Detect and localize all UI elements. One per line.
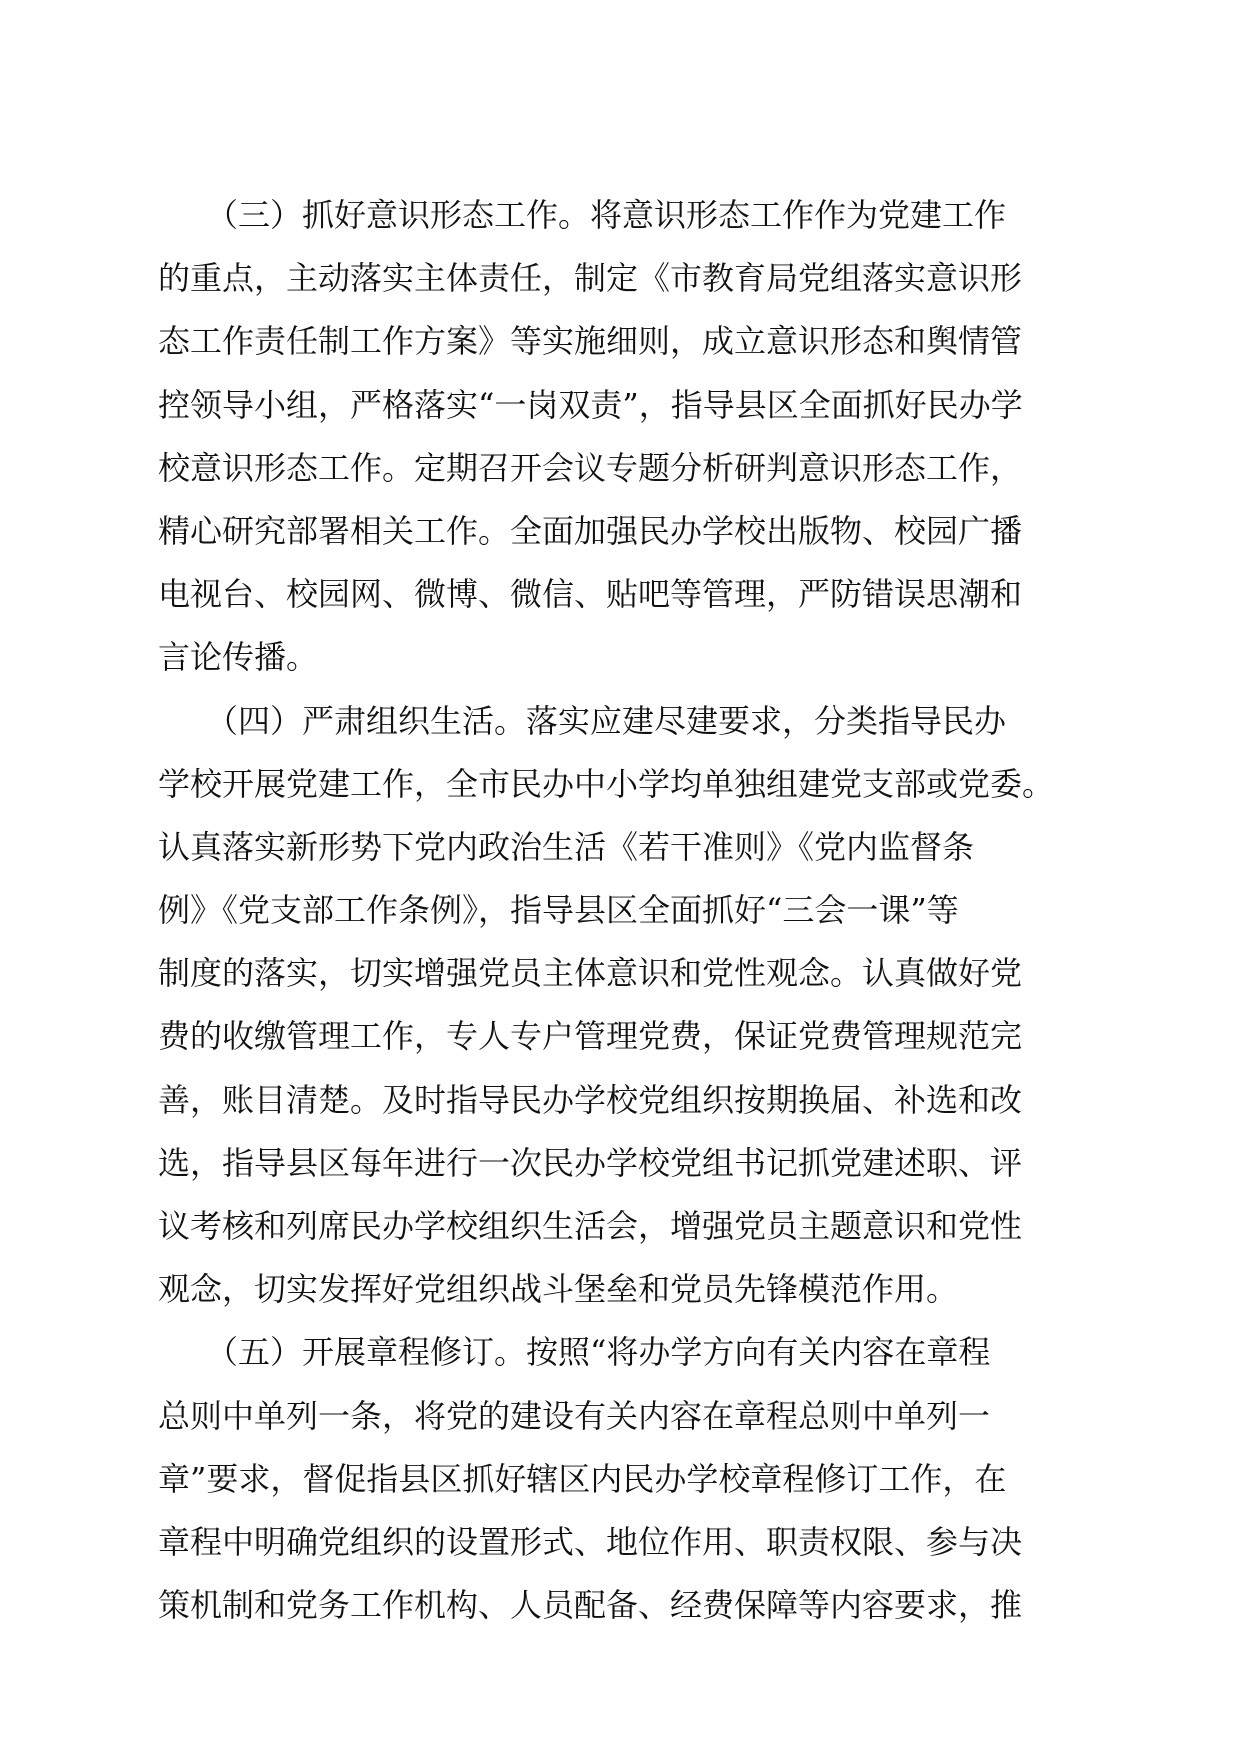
text-line: 言论传播。	[158, 638, 319, 677]
text-line: （三）抓好意识形态工作。将意识形态工作作为党建工作	[158, 196, 1007, 234]
text-line: 精心研究部署相关工作。全面加强民办学校出版物、校园广播	[158, 511, 1023, 550]
text-line: 电视台、校园网、微博、微信、贴吧等管理，严防错误思潮和	[158, 575, 1023, 614]
text-line: 学校开展党建工作，全市民办中小学均单独组建党支部或党委。	[158, 764, 1055, 803]
text-line: 观念，切实发挥好党组织战斗堡垒和党员先锋模范作用。	[158, 1270, 959, 1309]
text-line: （四）严肃组织生活。落实应建尽建要求，分类指导民办	[158, 701, 1007, 740]
text-line: 例》《党支部工作条例》，指导县区全面抓好“三会一课”等	[158, 891, 959, 930]
body-text	[158, 184, 1058, 1637]
text-line: 策机制和党务工作机构、人员配备、经费保障等内容要求，推	[158, 1586, 1023, 1625]
text-line: 态工作责任制工作方案》等实施细则，成立意识形态和舆情管	[158, 322, 1023, 361]
text-line: 章”要求，督促指县区抓好辖区内民办学校章程修订工作，在	[158, 1459, 1007, 1498]
text-line: 控领导小组，严格落实“一岗双责”，指导县区全面抓好民办学	[158, 385, 1023, 424]
text-line: （五）开展章程修订。按照“将办学方向有关内容在章程	[158, 1333, 991, 1372]
text-line: 章程中明确党组织的设置形式、地位作用、职责权限、参与决	[158, 1522, 1023, 1561]
text-line: 费的收缴管理工作，专人专户管理党费，保证党费管理规范完	[158, 1017, 1023, 1056]
text-line: 制度的落实，切实增强党员主体意识和党性观念。认真做好党	[158, 954, 1023, 993]
text-line: 总则中单列一条，将党的建设有关内容在章程总则中单列一	[158, 1396, 991, 1435]
text-line: 校意识形态工作。定期召开会议专题分析研判意识形态工作，	[158, 448, 1023, 487]
text-line: 善，账目清楚。及时指导民办学校党组织按期换届、补选和改	[158, 1080, 1023, 1119]
text-line: 选，指导县区每年进行一次民办学校党组书记抓党建述职、评	[158, 1143, 1023, 1182]
text-line: 的重点，主动落实主体责任，制定《市教育局党组落实意识形	[158, 259, 1023, 298]
text-line: 议考核和列席民办学校组织生活会，增强党员主题意识和党性	[158, 1207, 1023, 1245]
text-line: 认真落实新形势下党内政治生活《若干准则》《党内监督条	[158, 827, 975, 866]
